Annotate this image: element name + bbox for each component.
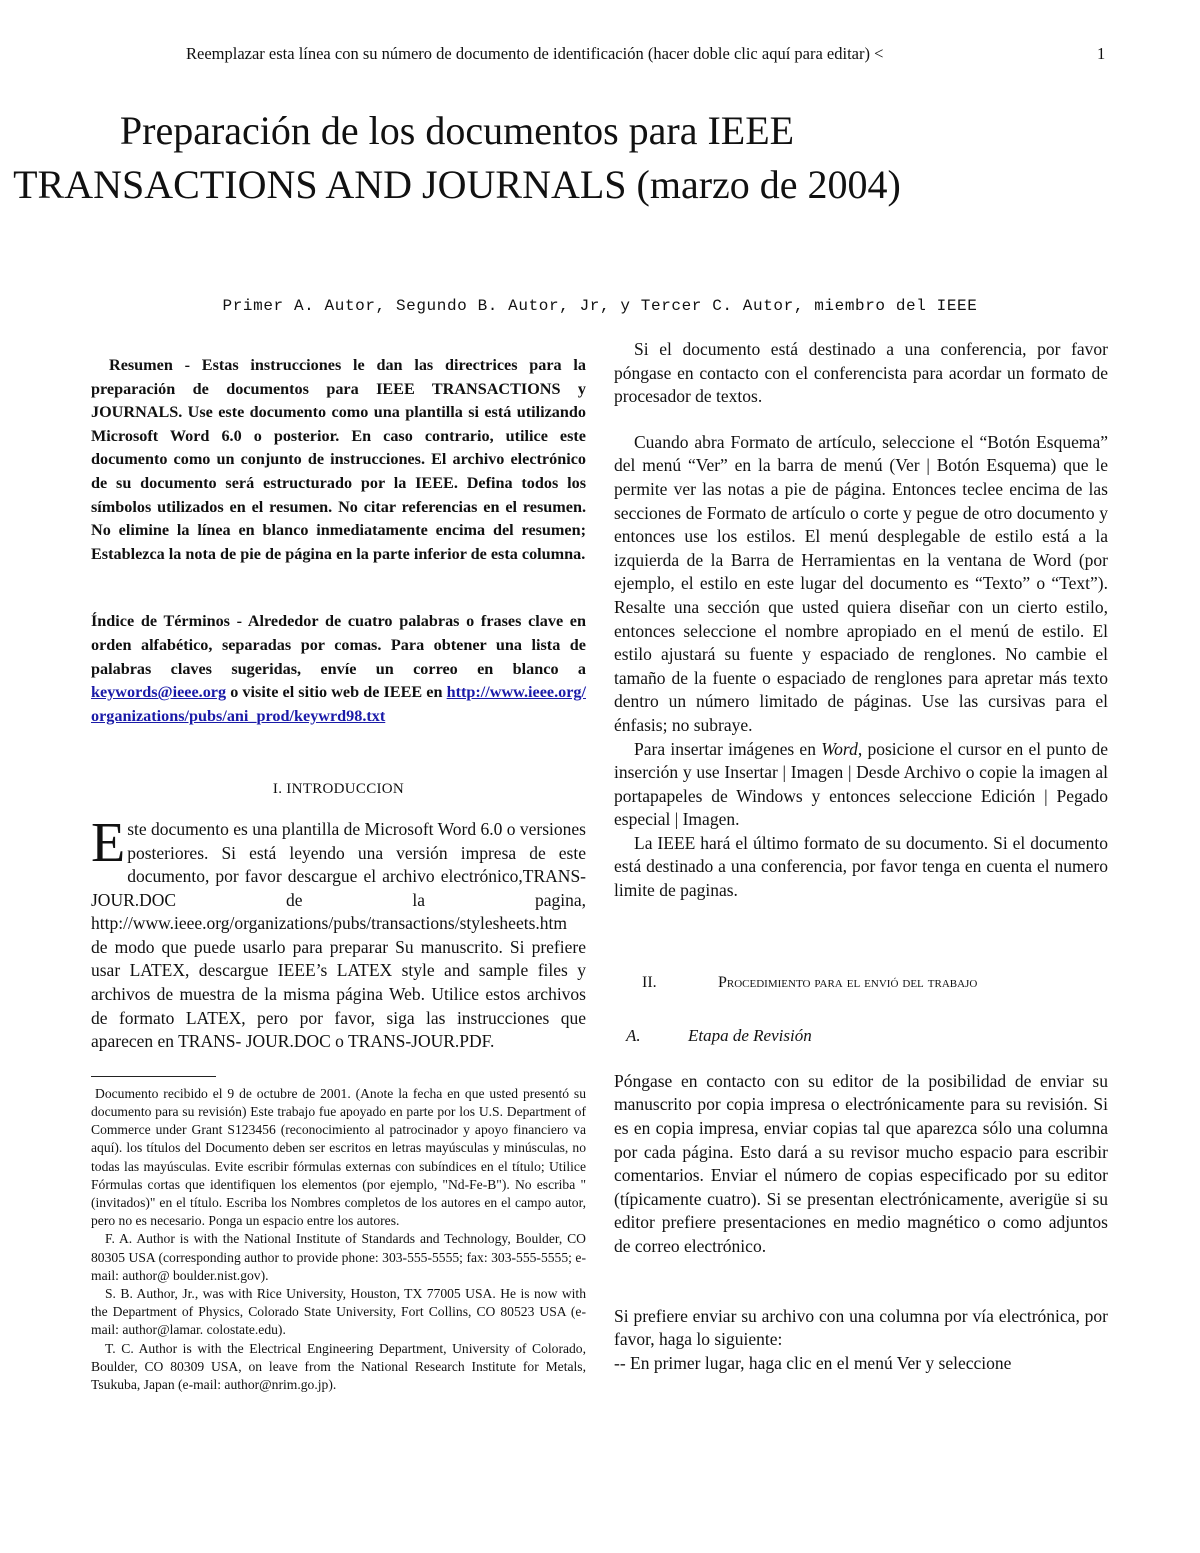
footnote-author-2: S. B. Author, Jr., was with Rice University, Houston, TX 77005 USA. He is now with the Department of Physics, Colorado State University, Fort Collins, CO 80523 USA (e-mail: author@lamar. colostate.edu).	[91, 1286, 586, 1338]
section2-title: Procedimiento para el envió del trabajo	[718, 973, 978, 991]
subsection-heading-revision	[614, 1024, 1108, 1048]
word-emphasis: Word	[821, 738, 858, 759]
intro-text: ste documento es una plantilla de Microsoft Word 6.0 o versiones posteriores. Si está leyendo una versión impresa de este documento, por favor descargue el archivo electrónico,TRANS-JOUR.DOC de la pagina, http://www.ieee.org/organizations/pubs/transactions/stylesheets.htm de modo que puede usarlo para preparar Su manuscrito. Si prefiere usar LATEX, descargue IEEE’s LATEX style and sample files y archivos de muestra de la misma página Web. Utilice estos archivos de formato LATEX, pero por favor, siga las instrucciones que aparecen en TRANS- JOUR.DOC o TRANS-JOUR.PDF.	[91, 818, 586, 1052]
spacer	[614, 1048, 1108, 1070]
keywords-email-link[interactable]: keywords@ieee.org	[91, 683, 227, 702]
spacer	[614, 1259, 1108, 1305]
paper-title: Preparación de los documentos para IEEE TRANSACTIONS AND JOURNALS (marzo de 2004)	[13, 108, 901, 207]
paragraph-formato-final: La IEEE hará el último formato de su documento. Si el documento está destinado a una conferencia, por favor tenga en cuenta el numero limite de paginas.	[614, 832, 1108, 901]
spacer	[614, 409, 1108, 431]
right-column	[614, 338, 1108, 1375]
section2-number: II.	[642, 973, 657, 991]
drop-cap: E	[91, 811, 126, 874]
imagenes-text-a: Para insertar imágenes en	[634, 738, 822, 759]
paragraph-primer-lugar: -- En primer lugar, haga clic en el menú Ver y seleccione	[614, 1352, 1012, 1373]
author-line: Primer A. Autor, Segundo B. Autor, Jr, y Tercer C. Autor, miembro del IEEE	[222, 297, 978, 315]
paragraph-envio-electronico: Si prefiere enviar su archivo con una columna por vía electrónica, por favor, haga lo siguiente:	[614, 1305, 1108, 1350]
footnote-author-1: F. A. Author is with the National Institute of Standards and Technology, Boulder, CO 80305 USA (corresponding author to provide phone: 303-555-5555; fax: 303-555-5555; e-mail: author@ boulder.nist.gov).	[91, 1231, 586, 1283]
index-terms-text: Índice de Términos - Alrededor de cuatro palabras o frases clave en orden alfabético, separadas por comas. Para obtener una lista de palabras claves sugeridas, envíe un correo en blanco a	[91, 612, 586, 678]
abstract: Resumen - Estas instrucciones le dan las directrices para la preparación de documentos para IEEE TRANSACTIONS y JOURNALS. Use este documento como una plantilla si está utilizando Microsoft Word 6.0 o posterior. En caso contrario, utilice este documento como un conjunto de instrucciones. El archivo electrónico de su documento será estructurado por la IEEE. Defina todos los símbolos utilizados en el resumen. No citar referencias en el resumen. No elimine la línea en blanco inmediatamente encima del resumen; Establezca la nota de pie de página en la parte inferior de esta columna.	[91, 356, 586, 563]
keywords-url-link[interactable]: http://www.ieee.org/organizations/pubs/ani_prod/keywrd98.txt	[91, 683, 586, 725]
paragraph-revision: Póngase en contacto con su editor de la posibilidad de enviar su manuscrito por copia impresa o electrónicamente para su revisión. Si es en copia impresa, enviar copias tal que aparezca sólo una columna por cada página. Esto dará a su revisor mucho espacio para escribir comentarios. Enviar el número de copias especificado por su editor (típicamente cuatro). Si se presentan electrónicamente, averigüe si su editor prefiere presentaciones en medio magnético o como adjuntos de correo electrónico.	[614, 1070, 1108, 1256]
paragraph-imagenes	[614, 738, 1108, 832]
imagenes-text-b: , posicione el cursor en el punto de inserción y use Insertar | Imagen | Desde Archivo o copie la imagen al portapapeles de Windows y entonces seleccione Edición | Pegado especial | Imagen.	[614, 738, 1108, 830]
index-terms	[91, 610, 586, 728]
paragraph-formato: Cuando abra Formato de artículo, seleccione el “Botón Esquema” del menú “Ver” en la barra de menú (Ver | Botón Esquema) que le permite ver las notas a pie de página. Entonces teclee encima de las secciones de Formato de artículo o corte y pegue de otro documento y entonces use los estilos. El menú desplegable de estilo está a la izquierda de la Barra de Herramientas en la ventana de Word (por ejemplo, el estilo en este lugar del documento es “Texto” o “Text”). Resalte una sección que usted quiera diseñar con un cierto estilo, entonces seleccione el nombre apropiado en el menú de estilo. El estilo ajustará su fuente y espaciado de renglones. No cambie el tamaño de la fuente o espaciado de renglones para apretar más texto dentro un número limitado de páginas. Use las cursivas para el énfasis; no subraye.	[614, 431, 1108, 735]
paragraph-conferencia: Si el documento está destinado a una conferencia, por favor póngase en contacto con el conferencista para acordar un formato de procesador de textos.	[614, 339, 1108, 407]
footnote-received: Documento recibido el 9 de octubre de 2001. (Anote la fecha en que usted presentó su documento para su revisión) Este trabajo fue apoyado en parte por los U.S. Department of Commerce under Grant S123456 (reconocimiento al patrocinador y apoyo financiero va aquí). los títulos del Documento deben ser escritos en letras mayúsculas y minúsculas, no todas las mayúsculas. Evite escribir fórmulas externas con subíndices en el título; Utilice Fórmulas cortas que identifiquen los elementos (por ejemplo, "Nd-Fe-B"). No escriba "(invitados)" en el título. Escriba los Nombres completos de los autores en el campo autor, pero no es necesario. Ponga un espacio entre los autores.	[91, 1085, 586, 1229]
section-heading-procedimiento	[614, 971, 1108, 995]
footnote-author-3: T. C. Author is with the Electrical Engineering Department, University of Colorado, Boulder, CO 80309 USA, on leave from the National Research Institute for Metals, Tsukuba, Japan (e-mail: author@nrim.go.jp).	[91, 1340, 586, 1393]
index-terms-middle: o visite el sitio web de IEEE en	[226, 683, 447, 702]
subsection-title: Etapa de Revisión	[688, 1026, 812, 1046]
intro-paragraph	[91, 811, 586, 1054]
footnote-divider	[91, 1076, 216, 1077]
left-column	[91, 354, 586, 1394]
header-text[interactable]: Reemplazar esta línea con su número de documento de identificación (hacer doble clic aquí para editar) <	[186, 44, 884, 63]
section-heading-introduccion: I. INTRODUCCION	[272, 781, 405, 798]
subsection-number: A.	[626, 1026, 641, 1046]
page-number: 1	[1097, 44, 1106, 63]
